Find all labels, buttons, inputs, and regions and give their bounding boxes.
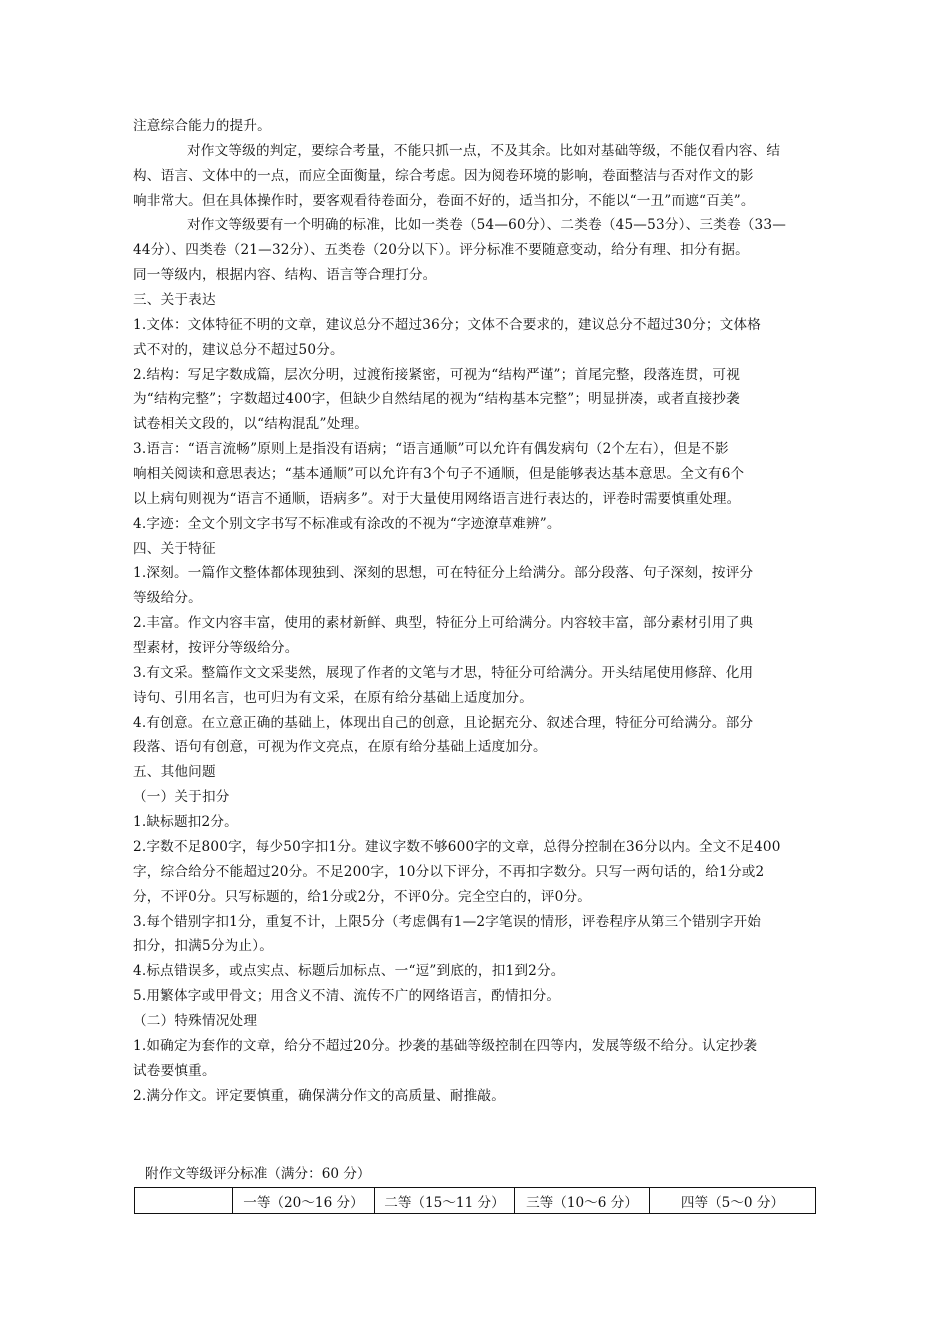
table-header-row (135, 1188, 816, 1214)
table-cell-grade-2: 二等（15～11 分） (375, 1188, 515, 1214)
text-line: （一）关于扣分 (133, 789, 230, 806)
text-line: 同一等级内，根据内容、结构、语言等合理打分。 (133, 267, 437, 284)
text-line: 为“结构完整”；字数超过400字，但缺少自然结尾的视为“结构基本完整”；明显拼凑，或者直接抄袭 (133, 391, 740, 408)
appendix-caption: 附作文等级评分标准（满分：60 分） (145, 1166, 371, 1182)
text-line: 以上病句则视为“语言不通顺，语病多”。对于大量使用网络语言进行表达的，评卷时需要慎重处理。 (133, 490, 741, 507)
text-line: 2.字数不足800字，每少50字扣1分。建议字数不够600字的文章，总得分控制在36分以内。全文不足400 (133, 838, 781, 855)
text-line: 响非常大。但在具体操作时，要客观看待卷面分，卷面不好的，适当扣分，不能以“一丑”而遮“百美”。 (133, 192, 755, 209)
text-line: 型素材，按评分等级给分。 (133, 640, 299, 657)
text-line: 2.满分作文。评定要慎重，确保满分作文的高质量、耐推敲。 (133, 1087, 506, 1104)
text-line: 2.结构：写足字数成篇，层次分明，过渡衔接紧密，可视为“结构严谨”；首尾完整，段落连贯，可视 (133, 366, 741, 383)
text-line: 对作文等级的判定，要综合考量，不能只抓一点，不及其余。比如对基础等级，不能仅看内容、结 (187, 142, 781, 159)
text-line: 1.文体：文体特征不明的文章，建议总分不超过36分；文体不合要求的，建议总分不超过30分；文体格 (133, 316, 762, 333)
text-line: 注意综合能力的提升。 (133, 118, 271, 134)
text-line: 段落、语句有创意，可视为作文亮点，在原有给分基础上适度加分。 (133, 739, 547, 756)
text-line: 五、其他问题 (133, 764, 216, 781)
text-line: 试卷要慎重。 (133, 1062, 216, 1079)
text-line: 3.语言：“语言流畅”原则上是指没有语病；“语言通顺”可以允许有偶发病句（2个左右），但是不影 (133, 441, 729, 458)
text-line: 三、关于表达 (133, 292, 216, 309)
text-line: 四、关于特征 (133, 540, 216, 557)
table-cell-blank (135, 1188, 233, 1214)
text-line: 5.用繁体字或甲骨文；用含义不清、流传不广的网络语言，酌情扣分。 (133, 988, 561, 1005)
text-line: 响相关阅读和意思表达；“基本通顺”可以允许有3个句子不通顺，但是能够表达基本意思。全文有6个 (133, 466, 745, 483)
text-line: 3.每个错别字扣1分，重复不计，上限5分（考虑偶有1—2字笔误的情形，评卷程序从第三个错别字开始 (133, 913, 762, 930)
grading-standard-table (134, 1187, 816, 1214)
text-line: 4.有创意。在立意正确的基础上，体现出自己的创意，且论据充分、叙述合理，特征分可给满分。部分 (133, 714, 754, 731)
text-line: 4.标点错误多，或点实点、标题后加标点、一“逗”到底的，扣1到2分。 (133, 963, 565, 980)
text-line: 诗句、引用名言，也可归为有文采，在原有给分基础上适度加分。 (133, 689, 534, 706)
text-line: 式不对的，建议总分不超过50分。 (133, 341, 344, 358)
table-cell-grade-1: 一等（20～16 分） (233, 1188, 375, 1214)
text-line: 4.字迹：全文个别文字书写不标准或有涂改的不视为“字迹潦草难辨”。 (133, 515, 561, 532)
text-line: 对作文等级要有一个明确的标准，比如一类卷（54—60分）、二类卷（45—53分）、三类卷（33— (187, 217, 787, 234)
text-line: 构、语言、文体中的一点，而应全面衡量，综合考虑。因为阅卷环境的影响，卷面整洁与否对作文的影 (133, 167, 754, 184)
text-line: 等级给分。 (133, 590, 202, 607)
text-line: 字，综合给分不能超过20分。不足200字，10分以下评分，不再扣字数分。只写一两句话的，给1分或2 (133, 863, 765, 880)
text-line: 44分）、四类卷（21—32分）、五类卷（20分以下）。评分标准不要随意变动，给分有理、扣分有据。 (133, 242, 749, 259)
text-line: 1.缺标题扣2分。 (133, 814, 238, 831)
text-line: 3.有文采。整篇作文文采斐然，展现了作者的文笔与才思，特征分可给满分。开头结尾使用修辞、化用 (133, 664, 754, 681)
text-line: 扣分，扣满5分为止）。 (133, 938, 273, 955)
text-line: 2.丰富。作文内容丰富，使用的素材新鲜、典型，特征分上可给满分。内容较丰富，部分素材引用了典 (133, 615, 754, 632)
text-line: 试卷相关文段的，以“结构混乱”处理。 (133, 416, 368, 433)
text-line: 1.如确定为套作的文章，给分不超过20分。抄袭的基础等级控制在四等内，发展等级不给分。认定抄袭 (133, 1037, 758, 1054)
document-body (133, 114, 823, 1108)
table-cell-grade-4: 四等（5～0 分） (650, 1188, 816, 1214)
text-line: 1.深刻。一篇作文整体都体现独到、深刻的思想，可在特征分上给满分。部分段落、句子深刻，按评分 (133, 565, 754, 582)
text-line: （二）特殊情况处理 (133, 1012, 258, 1029)
table-cell-grade-3: 三等（10～6 分） (515, 1188, 650, 1214)
text-line: 分，不评0分。只写标题的，给1分或2分，不评0分。完全空白的，评0分。 (133, 888, 592, 905)
